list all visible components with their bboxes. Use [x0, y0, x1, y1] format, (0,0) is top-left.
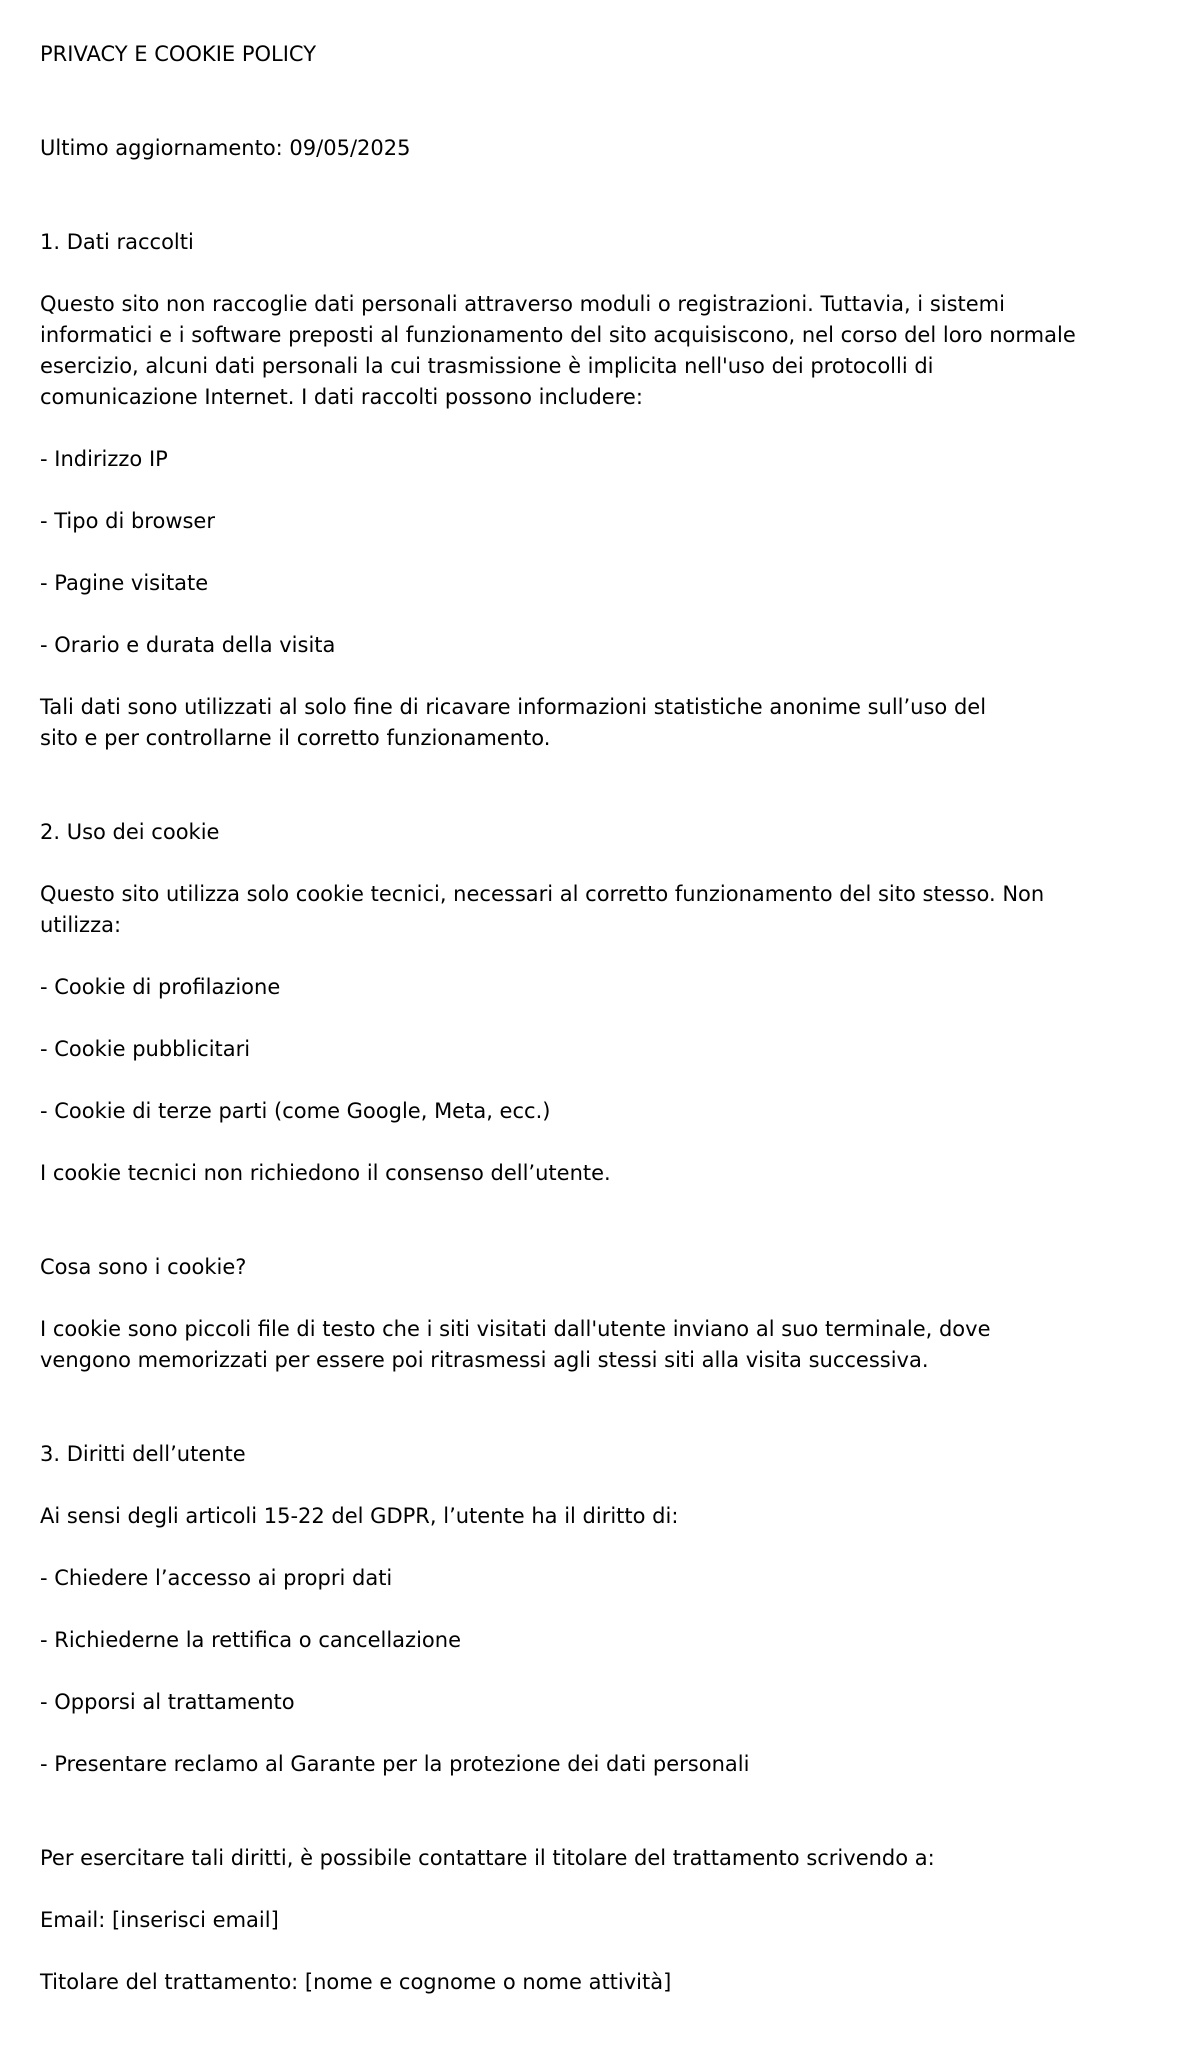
cookies-info-line: vengono memorizzati per essere poi ritrasmessi agli stessi siti alla visita successiva.	[40, 1348, 929, 1372]
contact-intro: Per esercitare tali diritti, è possibile contattare il titolare del trattamento scrivendo a:	[40, 1846, 935, 1870]
list-item-pages: - Pagine visitate	[40, 571, 209, 595]
cookies-info-heading: Cosa sono i cookie?	[40, 1255, 247, 1279]
contact-email: Email: [inserisci email]	[40, 1908, 279, 1932]
list-item-oppose: - Opporsi al trattamento	[40, 1690, 295, 1714]
list-item-ad-cookies: - Cookie pubblicitari	[40, 1037, 251, 1061]
section-1-intro-line: esercizio, alcuni dati personali la cui trasmissione è implicita nell'uso dei protocolli di	[40, 354, 934, 378]
section-1-heading: 1. Dati raccolti	[40, 230, 194, 254]
section-2-intro	[40, 879, 1150, 941]
section-1-closing-line: Tali dati sono utilizzati al solo fine di ricavare informazioni statistiche anonime sull’uso del	[40, 695, 987, 719]
section-3-heading: 3. Diritti dell’utente	[40, 1442, 246, 1466]
cookies-info-line: I cookie sono piccoli file di testo che i siti visitati dall'utente inviano al suo terminale, dove	[40, 1317, 991, 1341]
section-1-closing-line: sito e per controllarne il corretto funzionamento.	[40, 726, 551, 750]
list-item-browser: - Tipo di browser	[40, 509, 215, 533]
document-title: PRIVACY E COOKIE POLICY	[40, 42, 317, 66]
section-2-heading: 2. Uso dei cookie	[40, 820, 220, 844]
contact-owner: Titolare del trattamento: [nome e cognome o nome attività]	[40, 1970, 672, 1994]
list-item-rectify: - Richiederne la rettifica o cancellazione	[40, 1628, 461, 1652]
section-1-closing	[40, 692, 1150, 754]
section-1-intro-line: comunicazione Internet. I dati raccolti possono includere:	[40, 385, 643, 409]
list-item-ip: - Indirizzo IP	[40, 447, 168, 471]
list-item-complaint: - Presentare reclamo al Garante per la protezione dei dati personali	[40, 1752, 750, 1776]
section-2-intro-line: Questo sito utilizza solo cookie tecnici, necessari al corretto funzionamento del sito stesso. Non	[40, 882, 1045, 906]
section-1-intro-line: informatici e i software preposti al funzionamento del sito acquisiscono, nel corso del loro normale	[40, 323, 1076, 347]
cookies-info-body	[40, 1314, 1150, 1376]
section-2-closing: I cookie tecnici non richiedono il consenso dell’utente.	[40, 1161, 611, 1185]
list-item-profiling-cookies: - Cookie di profilazione	[40, 975, 281, 999]
section-2-intro-line: utilizza:	[40, 913, 122, 937]
section-3-intro: Ai sensi degli articoli 15-22 del GDPR, l’utente ha il diritto di:	[40, 1504, 679, 1528]
section-1-intro-line: Questo sito non raccoglie dati personali attraverso moduli o registrazioni. Tuttavia, i sistemi	[40, 292, 1005, 316]
last-updated: Ultimo aggiornamento: 09/05/2025	[40, 136, 411, 160]
list-item-visit-time: - Orario e durata della visita	[40, 633, 336, 657]
list-item-access: - Chiedere l’accesso ai propri dati	[40, 1566, 393, 1590]
list-item-third-party-cookies: - Cookie di terze parti (come Google, Meta, ecc.)	[40, 1099, 551, 1123]
section-1-intro	[40, 289, 1150, 413]
